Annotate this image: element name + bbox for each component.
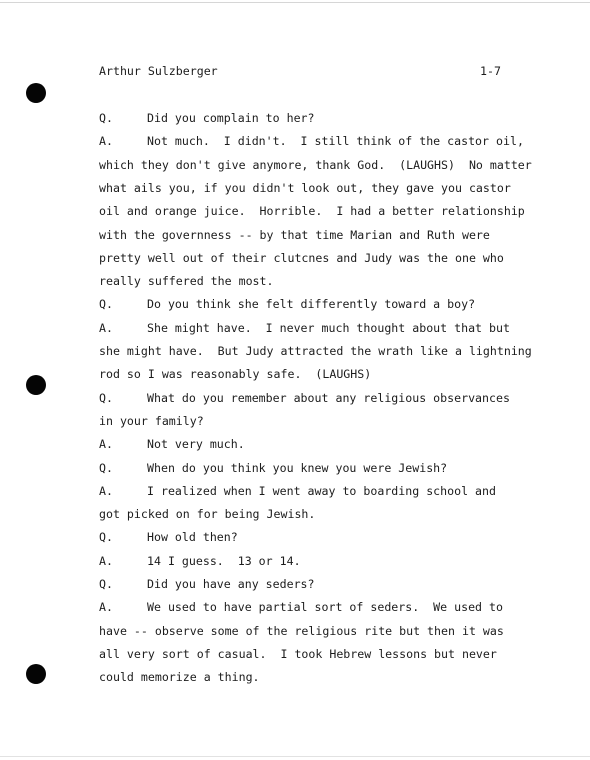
transcript-continuation-line	[99, 413, 204, 429]
speaker-label: Q.	[99, 530, 113, 544]
transcript-continuation-line	[99, 506, 315, 522]
transcript-text: got picked on for being Jewish.	[99, 507, 316, 521]
speaker-label: Q.	[99, 577, 113, 591]
transcript-continuation-line	[99, 623, 504, 639]
transcript-turn-line	[99, 599, 503, 615]
speaker-label: A.	[99, 554, 113, 568]
transcript-text: Not very much.	[147, 437, 245, 451]
transcript-turn-line	[99, 133, 524, 149]
transcript-turn-line	[99, 460, 447, 476]
transcript-continuation-line	[99, 180, 511, 196]
transcript-turn-line	[99, 390, 510, 406]
transcript-continuation-line	[99, 646, 497, 662]
transcript-text: When do you think you knew you were Jewish?	[147, 461, 448, 475]
speaker-label: A.	[99, 134, 113, 148]
transcript-text: what ails you, if you didn't look out, they gave you castor	[99, 181, 511, 195]
transcript-text: How old then?	[147, 530, 238, 544]
transcript-text: rod so I was reasonably safe. (LAUGHS)	[99, 367, 372, 381]
interviewee-name: Arthur Sulzberger	[99, 64, 218, 78]
transcript-continuation-line	[99, 343, 532, 359]
page-number: 1-7	[480, 64, 501, 78]
transcript-text: really suffered the most.	[99, 274, 274, 288]
binder-hole	[26, 83, 46, 103]
transcript-continuation-line	[99, 157, 532, 173]
transcript-turn-line	[99, 110, 315, 126]
speaker-label: A.	[99, 321, 113, 335]
speaker-label: A.	[99, 600, 113, 614]
transcript-turn-line	[99, 436, 245, 452]
page-top-edge	[0, 2, 590, 3]
transcript-text: Not much. I didn't. I still think of the castor oil,	[147, 134, 524, 148]
transcript-turn-line	[99, 483, 496, 499]
transcript-text: have -- observe some of the religious rite but then it was	[99, 624, 504, 638]
transcript-text: Do you think she felt differently toward a boy?	[147, 297, 476, 311]
transcript-text: I realized when I went away to boarding school and	[147, 484, 497, 498]
speaker-label: A.	[99, 484, 113, 498]
transcript-continuation-line	[99, 227, 490, 243]
transcript-continuation-line	[99, 273, 274, 289]
transcript-text: Did you have any seders?	[147, 577, 315, 591]
transcript-text: which they don't give anymore, thank God. (LAUGHS) No matter	[99, 158, 532, 172]
transcript-continuation-line	[99, 669, 260, 685]
transcript-text: oil and orange juice. Horrible. I had a better relationship	[99, 204, 525, 218]
transcript-turn-line	[99, 576, 315, 592]
speaker-label: Q.	[99, 111, 113, 125]
transcript-text: We used to have partial sort of seders. We used to	[147, 600, 503, 614]
speaker-label: Q.	[99, 391, 113, 405]
transcript-turn-line	[99, 529, 238, 545]
transcript-text: could memorize a thing.	[99, 670, 260, 684]
transcript-turn-line	[99, 320, 510, 336]
binder-hole	[26, 664, 46, 684]
speaker-label: Q.	[99, 297, 113, 311]
transcript-continuation-line	[99, 203, 525, 219]
transcript-continuation-line	[99, 366, 371, 382]
transcript-turn-line	[99, 296, 475, 312]
transcript-text: What do you remember about any religious observances	[147, 391, 510, 405]
speaker-label: A.	[99, 437, 113, 451]
transcript-text: with the governness -- by that time Marian and Ruth were	[99, 228, 490, 242]
transcript-text: She might have. I never much thought about that but	[147, 321, 510, 335]
page-bottom-edge	[0, 756, 590, 757]
transcript-turn-line	[99, 553, 301, 569]
transcript-continuation-line	[99, 250, 504, 266]
transcript-text: pretty well out of their clutcnes and Judy was the one who	[99, 251, 504, 265]
speaker-label: Q.	[99, 461, 113, 475]
transcript-text: 14 I guess. 13 or 14.	[147, 554, 301, 568]
transcript-text: in your family?	[99, 414, 204, 428]
binder-hole	[26, 375, 46, 395]
transcript-text: Did you complain to her?	[147, 111, 315, 125]
transcript-text: she might have. But Judy attracted the wrath like a lightning	[99, 344, 532, 358]
transcript-text: all very sort of casual. I took Hebrew lessons but never	[99, 647, 497, 661]
